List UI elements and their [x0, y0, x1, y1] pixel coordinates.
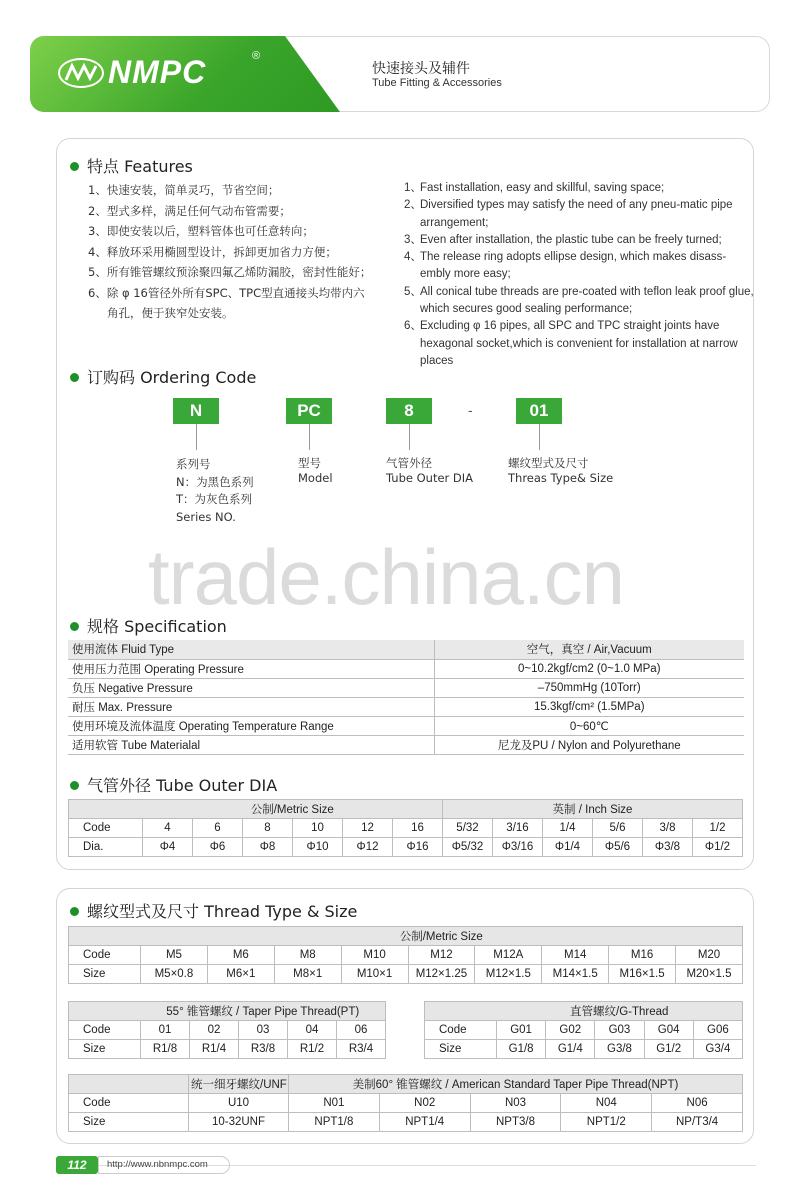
unf-header: 统一细牙螺纹/UNF	[189, 1075, 289, 1094]
table-cell: N06	[652, 1094, 743, 1113]
table-cell: Φ3/16	[493, 838, 543, 857]
features-cn-item: 4、释放环采用椭圆型设计，拆卸更加省力方便；	[88, 244, 337, 259]
table-cell: Φ4	[143, 838, 193, 857]
series-label-t: T：为灰色系列	[176, 492, 253, 506]
spec-value: 15.3kgf/cm² (1.5MPa)	[434, 697, 744, 716]
features-en-item	[404, 249, 754, 284]
g-header: 直管螺纹/G-Thread	[497, 1002, 743, 1021]
tube-dia-heading	[70, 773, 277, 796]
code-series-box: N	[173, 398, 219, 424]
table-row	[425, 1021, 743, 1040]
table-row	[69, 1040, 386, 1059]
table-row	[68, 678, 744, 697]
table-cell: R3/8	[239, 1040, 288, 1059]
table-row	[425, 1002, 743, 1021]
code-label: Code	[69, 819, 143, 838]
item-number: 3、	[404, 233, 422, 246]
table-cell: NPT1/4	[379, 1113, 470, 1132]
logo-icon	[58, 58, 104, 88]
table-cell: Φ1/4	[543, 838, 593, 857]
table-row	[69, 1113, 743, 1132]
spec-value: –750mmHg (10Torr)	[434, 678, 744, 697]
table-cell: G1/2	[644, 1040, 693, 1059]
table-row	[69, 838, 743, 857]
table-row	[69, 1002, 386, 1021]
table-cell: 1/4	[543, 819, 593, 838]
table-cell: M10×1	[341, 965, 408, 984]
item-number: 1、	[404, 182, 422, 194]
dia-label	[386, 456, 473, 486]
item-number: 6、	[404, 320, 422, 333]
model-label-en: Model	[298, 471, 333, 485]
features-cn-item: 3、即使安装以后，塑料管体也可任意转向；	[88, 224, 314, 238]
table-cell: 02	[190, 1021, 239, 1040]
item-text: Diversified types may satisfy the need of any pneu-matic pipe arrangement;	[420, 199, 733, 229]
table-cell: M12×1.5	[475, 965, 542, 984]
dia-label-cn: 气管外径	[386, 456, 432, 470]
item-text: Excluding φ 16 pipes, all SPC and TPC straight joints have hexagonal socket,which is convenient for installation at narrow places	[420, 320, 738, 367]
ordering-heading	[70, 365, 256, 388]
code-separator: -	[468, 402, 473, 418]
page-number: 112	[56, 1156, 98, 1174]
code-model-box: PC	[286, 398, 332, 424]
table-cell: 4	[143, 819, 193, 838]
table-row	[69, 1094, 743, 1113]
table-cell: 16	[393, 819, 443, 838]
pt-thread-table	[68, 1001, 386, 1059]
table-row	[68, 659, 744, 678]
item-number: 5、	[404, 285, 422, 298]
tube-dia-table	[68, 799, 743, 857]
spec-value: 0~10.2kgf/cm2 (0~1.0 MPa)	[434, 659, 744, 678]
metric-header: 公制/Metric Size	[143, 800, 443, 819]
table-row	[69, 819, 743, 838]
table-row	[68, 735, 744, 754]
blank-cell	[69, 927, 141, 946]
table-cell: Φ5/6	[593, 838, 643, 857]
table-cell: G03	[595, 1021, 644, 1040]
bullet-icon	[70, 622, 79, 631]
table-cell: 12	[343, 819, 393, 838]
size-label: Size	[425, 1040, 497, 1059]
item-number: 2、	[404, 199, 422, 212]
blank-cell	[69, 1075, 189, 1094]
features-en-item	[404, 318, 754, 370]
table-cell: M16×1.5	[609, 965, 676, 984]
table-cell: NPT3/8	[470, 1113, 561, 1132]
code-label: Code	[425, 1021, 497, 1040]
table-cell: R3/4	[337, 1040, 386, 1059]
npt-header: 美制60° 锥管螺纹 / American Standard Taper Pipe Thread(NPT)	[289, 1075, 743, 1094]
features-en-item	[404, 180, 754, 197]
spec-table	[68, 640, 744, 755]
item-text: All conical tube threads are pre-coated with teflon leak proof glue, which secures good sealing performance;	[420, 285, 754, 316]
dia-label-en: Tube Outer DIA	[386, 471, 474, 485]
table-cell: R1/2	[288, 1040, 337, 1059]
blank-cell	[69, 800, 143, 819]
spec-value: 尼龙及PU / Nylon and Polyurethane	[434, 735, 744, 754]
table-cell: N02	[379, 1094, 470, 1113]
table-cell: G3/4	[693, 1040, 742, 1059]
spec-heading	[70, 614, 227, 637]
unf-size: 10-32UNF	[189, 1113, 289, 1132]
table-cell: M6	[207, 946, 274, 965]
features-title: 特点 Features	[87, 157, 193, 176]
series-label-n: N：为黑色系列	[176, 474, 254, 489]
features-en-item	[404, 197, 754, 232]
table-cell: M8×1	[274, 965, 341, 984]
series-label	[176, 456, 254, 526]
table-cell: M12×1.25	[408, 965, 475, 984]
code-dia-line	[409, 424, 410, 450]
table-row	[69, 946, 743, 965]
g-thread-table	[424, 1001, 743, 1059]
table-cell: M14×1.5	[542, 965, 609, 984]
table-cell: M12A	[475, 946, 542, 965]
code-label: Code	[69, 1021, 141, 1040]
model-label-cn: 型号	[298, 456, 321, 470]
table-row	[69, 1075, 743, 1094]
table-row	[68, 697, 744, 716]
table-cell: M5×0.8	[141, 965, 208, 984]
code-label: Code	[69, 946, 141, 965]
code-thread-line	[539, 424, 540, 450]
size-label: Size	[69, 1113, 189, 1132]
size-label: Size	[69, 1040, 141, 1059]
table-cell: 5/6	[593, 819, 643, 838]
table-row	[69, 965, 743, 984]
table-cell: Φ1/2	[693, 838, 743, 857]
item-text: Fast installation, easy and skillful, saving space;	[420, 182, 665, 194]
table-cell: Φ16	[393, 838, 443, 857]
metric-thread-table	[68, 926, 743, 984]
table-cell: 04	[288, 1021, 337, 1040]
features-cn-item: 角孔，便于狭窄处安装。	[107, 306, 234, 320]
header-title-en: Tube Fitting & Accessories	[372, 77, 502, 89]
table-row	[69, 1021, 386, 1040]
table-row	[68, 716, 744, 735]
series-label-cn: 系列号	[176, 457, 211, 471]
table-cell: 1/2	[693, 819, 743, 838]
ordering-title: 订购码 Ordering Code	[87, 368, 257, 387]
header-title-cn: 快速接头及辅件	[372, 61, 470, 77]
spec-key: 使用流体 Fluid Type	[68, 640, 434, 659]
item-text: Even after installation, the plastic tube can be freely turned;	[420, 233, 722, 246]
code-model-line	[309, 424, 310, 450]
table-cell: 3/16	[493, 819, 543, 838]
footer-url: http://www.nbnmpc.com	[98, 1156, 230, 1174]
table-cell: G01	[497, 1021, 546, 1040]
code-series-line	[196, 424, 197, 450]
table-cell: G1/8	[497, 1040, 546, 1059]
spec-key: 使用压力范围 Operating Pressure	[68, 659, 434, 678]
features-cn-item: 6、除 φ 16管径外所有SPC、TPC型直通接头均带内六	[88, 285, 365, 300]
features-cn-item: 1、快速安装，简单灵巧，节省空间；	[88, 183, 280, 197]
thread-label-cn: 螺纹型式及尺寸	[508, 456, 589, 470]
spec-key: 使用环境及流体温度 Operating Temperature Range	[68, 716, 434, 735]
bullet-icon	[70, 373, 79, 382]
table-cell: 3/8	[643, 819, 693, 838]
bullet-icon	[70, 162, 79, 171]
item-number: 4、	[404, 251, 422, 264]
blank-cell	[69, 1002, 141, 1021]
bullet-icon	[70, 907, 79, 916]
spec-key: 负压 Negative Pressure	[68, 678, 434, 697]
spec-value: 0~60℃	[434, 716, 744, 735]
bullet-icon	[70, 781, 79, 790]
table-cell: N01	[289, 1094, 380, 1113]
features-en-list	[404, 180, 754, 370]
table-cell: 5/32	[443, 819, 493, 838]
thread-heading	[70, 899, 357, 922]
table-cell: G04	[644, 1021, 693, 1040]
table-cell: M8	[274, 946, 341, 965]
table-cell: N04	[561, 1094, 652, 1113]
unf-code: U10	[189, 1094, 289, 1113]
table-row	[69, 927, 743, 946]
table-row	[68, 640, 744, 659]
features-cn-list	[88, 180, 408, 324]
features-heading	[70, 154, 193, 177]
table-cell: 10	[293, 819, 343, 838]
size-label: Size	[69, 965, 141, 984]
tube-dia-title: 气管外径 Tube Outer DIA	[87, 776, 278, 795]
table-cell: M12	[408, 946, 475, 965]
table-cell: G3/8	[595, 1040, 644, 1059]
table-cell: 01	[141, 1021, 190, 1040]
table-cell: M5	[141, 946, 208, 965]
table-row	[425, 1040, 743, 1059]
spec-value: 空气，真空 / Air,Vacuum	[434, 640, 744, 659]
table-cell: NPT1/2	[561, 1113, 652, 1132]
watermark: trade.china.cn	[148, 533, 624, 621]
table-cell: G02	[546, 1021, 595, 1040]
table-cell: Φ8	[243, 838, 293, 857]
metric-header: 公制/Metric Size	[141, 927, 743, 946]
table-cell: M20×1.5	[676, 965, 743, 984]
model-label	[298, 456, 333, 486]
table-cell: Φ3/8	[643, 838, 693, 857]
thread-title: 螺纹型式及尺寸 Thread Type & Size	[87, 902, 358, 921]
series-label-en: Series NO.	[176, 509, 236, 524]
registered-mark: ®	[252, 50, 261, 62]
dia-label: Dia.	[69, 838, 143, 857]
table-cell: NPT1/8	[289, 1113, 380, 1132]
features-en-item	[404, 232, 754, 249]
table-cell: M10	[341, 946, 408, 965]
table-cell: G06	[693, 1021, 742, 1040]
table-cell: G1/4	[546, 1040, 595, 1059]
table-cell: N03	[470, 1094, 561, 1113]
table-cell: 6	[193, 819, 243, 838]
inch-header: 英制 / Inch Size	[443, 800, 743, 819]
spec-key: 耐压 Max. Pressure	[68, 697, 434, 716]
item-text: The release ring adopts ellipse design, which makes disass-embly more easy;	[420, 251, 727, 281]
table-cell: Φ12	[343, 838, 393, 857]
table-cell: 03	[239, 1021, 288, 1040]
unf-npt-table	[68, 1074, 743, 1132]
thread-label-en: Threas Type& Size	[508, 471, 614, 485]
features-en-item	[404, 284, 754, 319]
table-row	[69, 800, 743, 819]
table-cell: Φ5/32	[443, 838, 493, 857]
features-cn-item: 5、所有锥管螺纹预涂聚四氟乙烯防漏胶，密封性能好；	[88, 265, 372, 279]
table-cell: Φ6	[193, 838, 243, 857]
table-cell: R1/4	[190, 1040, 239, 1059]
table-cell: Φ10	[293, 838, 343, 857]
code-dia-box: 8	[386, 398, 432, 424]
table-cell: M20	[676, 946, 743, 965]
features-cn-item: 2、型式多样，满足任何气动布管需要；	[88, 203, 291, 218]
code-label: Code	[69, 1094, 189, 1113]
pt-header: 55° 锥管螺纹 / Taper Pipe Thread(PT)	[141, 1002, 386, 1021]
brand-name: NMPC	[108, 54, 207, 90]
table-cell: 06	[337, 1021, 386, 1040]
table-cell: R1/8	[141, 1040, 190, 1059]
code-thread-box: 01	[516, 398, 562, 424]
table-cell: M6×1	[207, 965, 274, 984]
spec-key: 适用软管 Tube Materialal	[68, 735, 434, 754]
table-cell: M14	[542, 946, 609, 965]
thread-label	[508, 456, 613, 486]
blank-cell	[425, 1002, 497, 1021]
table-cell: 8	[243, 819, 293, 838]
table-cell: M16	[609, 946, 676, 965]
table-cell: NP/T3/4	[652, 1113, 743, 1132]
spec-title: 规格 Specification	[87, 617, 227, 636]
